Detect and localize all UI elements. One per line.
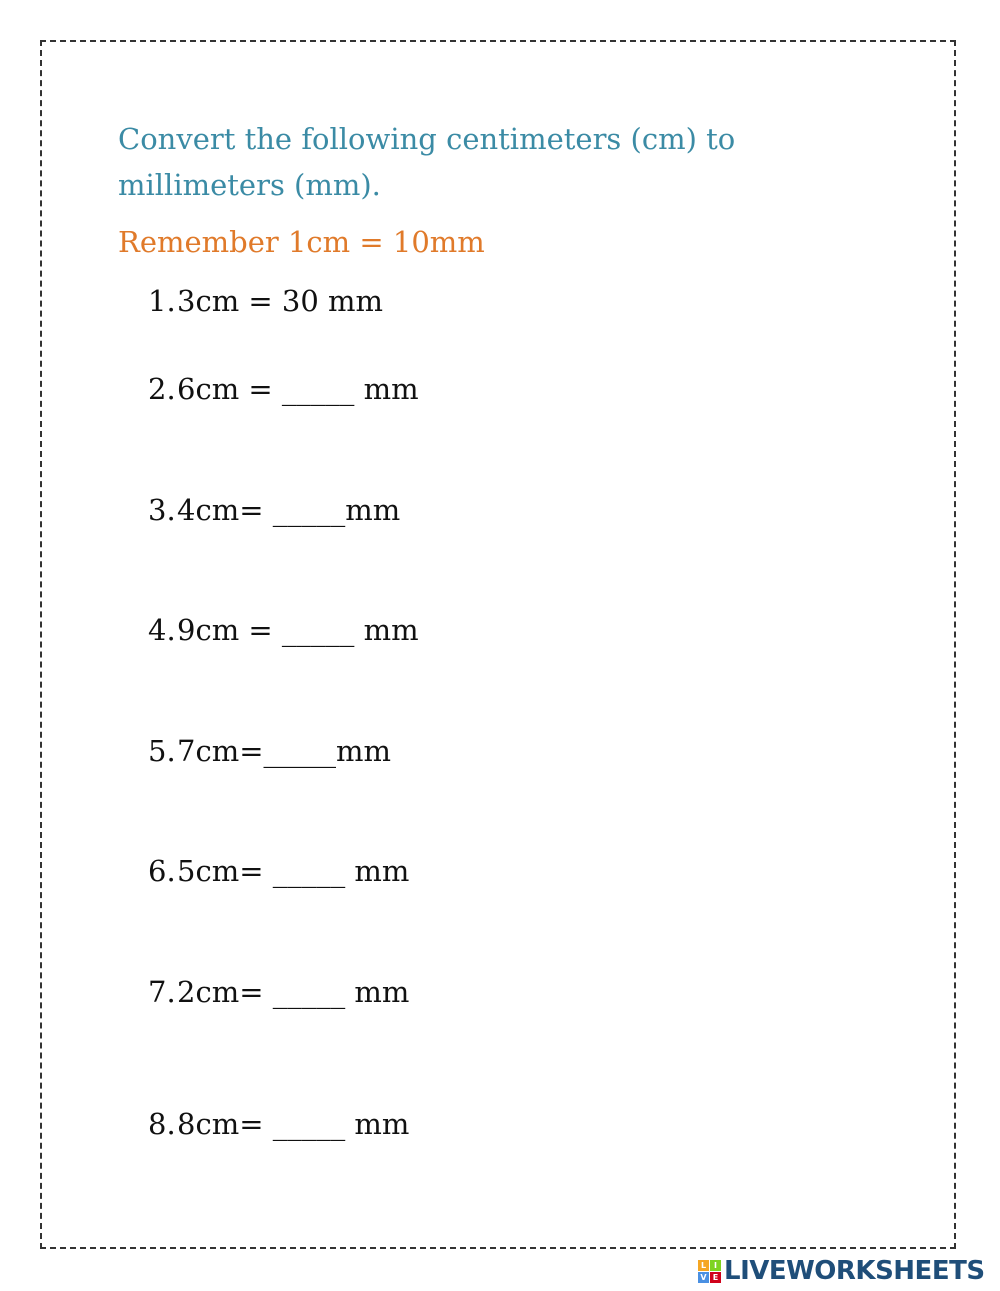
item-number: 1. <box>148 284 176 318</box>
item-number: 4. <box>148 613 176 647</box>
item-text: 3cm = 30 mm <box>177 284 384 318</box>
exercise-item-2 <box>148 369 419 409</box>
exercise-item-3 <box>148 490 400 530</box>
item-text[interactable]: 2cm= _____ mm <box>177 975 410 1009</box>
item-number: 2. <box>148 372 176 406</box>
item-text[interactable]: 4cm= _____mm <box>177 493 401 527</box>
item-number: 6. <box>148 854 176 888</box>
item-text[interactable]: 5cm= _____ mm <box>177 854 410 888</box>
exercise-item-1 <box>148 281 383 321</box>
liveworksheets-logo <box>698 1256 985 1286</box>
logo-block: L <box>698 1260 709 1271</box>
logo-text: LIVEWORKSHEETS <box>724 1256 985 1286</box>
exercise-item-4 <box>148 610 419 650</box>
item-text[interactable]: 6cm = _____ mm <box>177 372 419 406</box>
item-text[interactable]: 8cm= _____ mm <box>177 1107 410 1141</box>
item-number: 5. <box>148 734 176 768</box>
item-text[interactable]: 9cm = _____ mm <box>177 613 419 647</box>
logo-block: I <box>710 1260 721 1271</box>
logo-block: E <box>710 1272 721 1283</box>
exercise-item-8 <box>148 1104 409 1144</box>
item-number: 7. <box>148 975 176 1009</box>
exercise-item-6 <box>148 851 409 891</box>
item-number: 8. <box>148 1107 176 1141</box>
item-number: 3. <box>148 493 176 527</box>
logo-blocks-icon <box>698 1260 721 1283</box>
remember-note: Remember 1cm = 10mm <box>118 225 485 259</box>
logo-block: V <box>698 1272 709 1283</box>
exercise-item-7 <box>148 972 409 1012</box>
instruction-text: Convert the following centimeters (cm) to millimeters (mm). <box>118 122 736 202</box>
exercise-item-5 <box>148 731 391 771</box>
item-text[interactable]: 7cm=_____mm <box>177 734 391 768</box>
